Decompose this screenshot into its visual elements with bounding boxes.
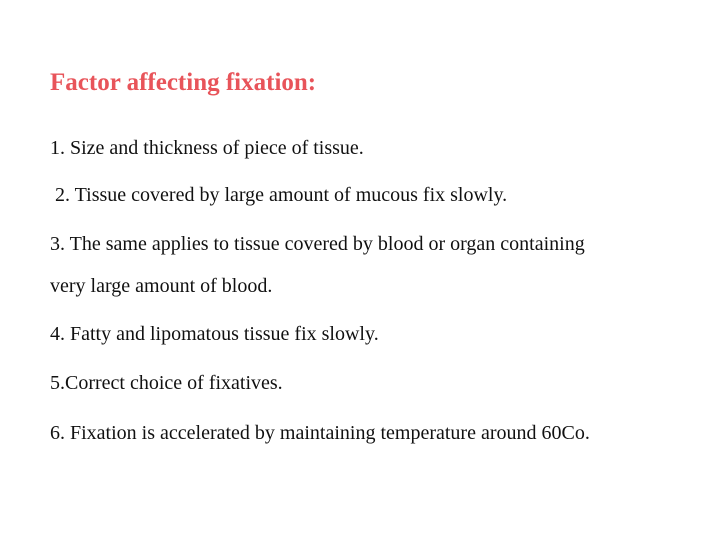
list-item-6: 6. Fixation is accelerated by maintaining temperature around 60Co. <box>50 422 590 444</box>
slide-title: Factor affecting fixation: <box>50 69 317 96</box>
list-item-3-continuation: very large amount of blood. <box>50 275 273 297</box>
list-item-3: 3. The same applies to tissue covered by blood or organ containing <box>50 233 585 255</box>
list-item-4: 4. Fatty and lipomatous tissue fix slowly. <box>50 323 379 345</box>
list-item-5: 5.Correct choice of fixatives. <box>50 372 283 394</box>
list-item-1: 1. Size and thickness of piece of tissue. <box>50 137 364 159</box>
list-item-2: 2. Tissue covered by large amount of mucous fix slowly. <box>55 184 508 206</box>
